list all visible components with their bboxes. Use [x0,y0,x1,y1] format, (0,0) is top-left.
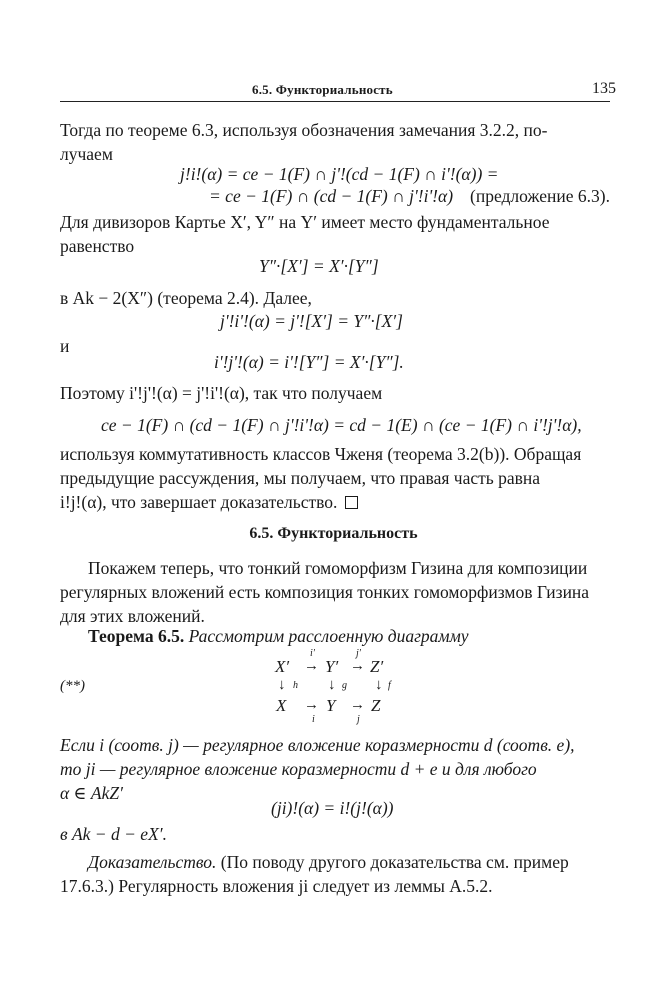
text-line: 17.6.3.) Регулярность вложения ji следует из леммы А.5.2. [60,876,493,896]
label-i: i [312,714,315,725]
equation-gysin: (ji)!(α) = i!(j!(α)) [271,798,394,818]
page-number: 135 [592,80,616,97]
arrow-right-icon: → [350,697,365,713]
text-line: Поэтому i'!j'!(α) = j'!i'!(α), так что получаем [60,383,383,403]
text-line: используя коммутативность классов Чженя (теорема 3.2(b)). Обращая [60,444,582,464]
equation-line: i'!j'!(α) = i'![Y″] = X′·[Y″]. [214,352,404,372]
equation-line: j'!i'!(α) = j'![X′] = Y″·[X′] [220,311,403,331]
text-line: равенство [60,236,135,256]
text-line: лучаем [60,144,113,164]
node-z-prime: Z′ [370,657,384,676]
proof-label: Доказательство. [88,852,217,872]
proof [60,850,610,898]
theorem-tail [60,822,610,846]
text-line [60,556,610,580]
diagram-tag: (**) [60,678,85,694]
running-title: 6.5. Функториальность [252,82,393,97]
paragraph-functoriality [60,556,610,628]
label-j-prime: j′ [356,648,361,659]
text-line: Тогда по теореме 6.3, используя обозначения замечания 3.2.2, по- [60,120,548,140]
theorem-conditions [60,733,610,805]
text-line [60,850,610,874]
qed-box-icon [345,496,358,509]
label-i-prime: i′ [310,648,315,659]
arrow-down-icon: ↓ [328,677,336,693]
arrow-down-icon: ↓ [375,677,383,693]
theorem-text: Рассмотрим расслоенную диаграмму [188,626,469,646]
node-y-prime: Y′ [325,657,339,676]
label-g: g [342,680,347,691]
arrow-right-icon: → [304,697,319,713]
header-rule [60,101,610,102]
text-span: (По поводу другого доказательства см. пример [220,852,569,872]
label-f: f [388,680,391,691]
equation-tag: (предложение 6.3). [470,186,611,206]
text-line: для этих вложений. [60,606,205,626]
text-line: предыдущие рассуждения, мы получаем, что правая часть равна [60,468,541,488]
text-line: в Ak − d − eX′. [60,824,167,844]
section-title: 6.5. Функториальность [249,525,418,542]
arrow-right-icon: → [350,658,365,674]
paragraph-theorem-ref [60,286,610,310]
theorem-statement [60,624,610,648]
equation-line: ce − 1(F) ∩ (cd − 1(F) ∩ j'!i'!α) = cd − 1(E) ∩ (ce − 1(F) ∩ i'!j'!α), [101,415,582,435]
text-line: и [60,336,70,356]
text-span: Покажем теперь, что тонкий гомоморфизм Гизина для композиции [88,558,588,578]
label-h: h [293,680,298,691]
node-x-prime: X′ [275,657,290,676]
node-x: X [276,696,287,715]
text-line: Если i (соотв. j) — регулярное вложение коразмерности d (соотв. e), [60,735,575,755]
paragraph-therefore [60,381,610,405]
equation-line: j!i!(α) = ce − 1(F) ∩ j'!(cd − 1(F) ∩ i'!(α)) = [180,164,499,184]
text-line [60,490,610,514]
paragraph-intro [60,118,610,166]
text-line [60,624,610,648]
text-line: регулярных вложений есть композиция тонких гомоморфизмов Гизина [60,582,590,602]
equation-fundamental: Y″·[X′] = X′·[Y″] [259,256,379,276]
text-line: α ∈ AkZ′ [60,783,123,803]
text-span: i!j!(α), что завершает доказательство. [60,492,338,512]
label-j: j [357,714,360,725]
node-z: Z [371,696,381,715]
node-y: Y [326,696,336,715]
paragraph-cartier [60,210,610,258]
text-line: в Ak − 2(X″) (теорема 2.4). Далее, [60,288,312,308]
theorem-label: Теорема 6.5. [88,626,185,646]
text-line: Для дивизоров Картье X′, Y″ на Y′ имеет место фундаментальное [60,212,550,232]
arrow-down-icon: ↓ [278,677,286,693]
arrow-right-icon: → [304,658,319,674]
text-line: то ji — регулярное вложение коразмерности d + e и для любого [60,759,537,779]
paragraph-conclusion [60,442,610,514]
equation-line: = ce − 1(F) ∩ (cd − 1(F) ∩ j'!i'!α) [209,186,454,206]
